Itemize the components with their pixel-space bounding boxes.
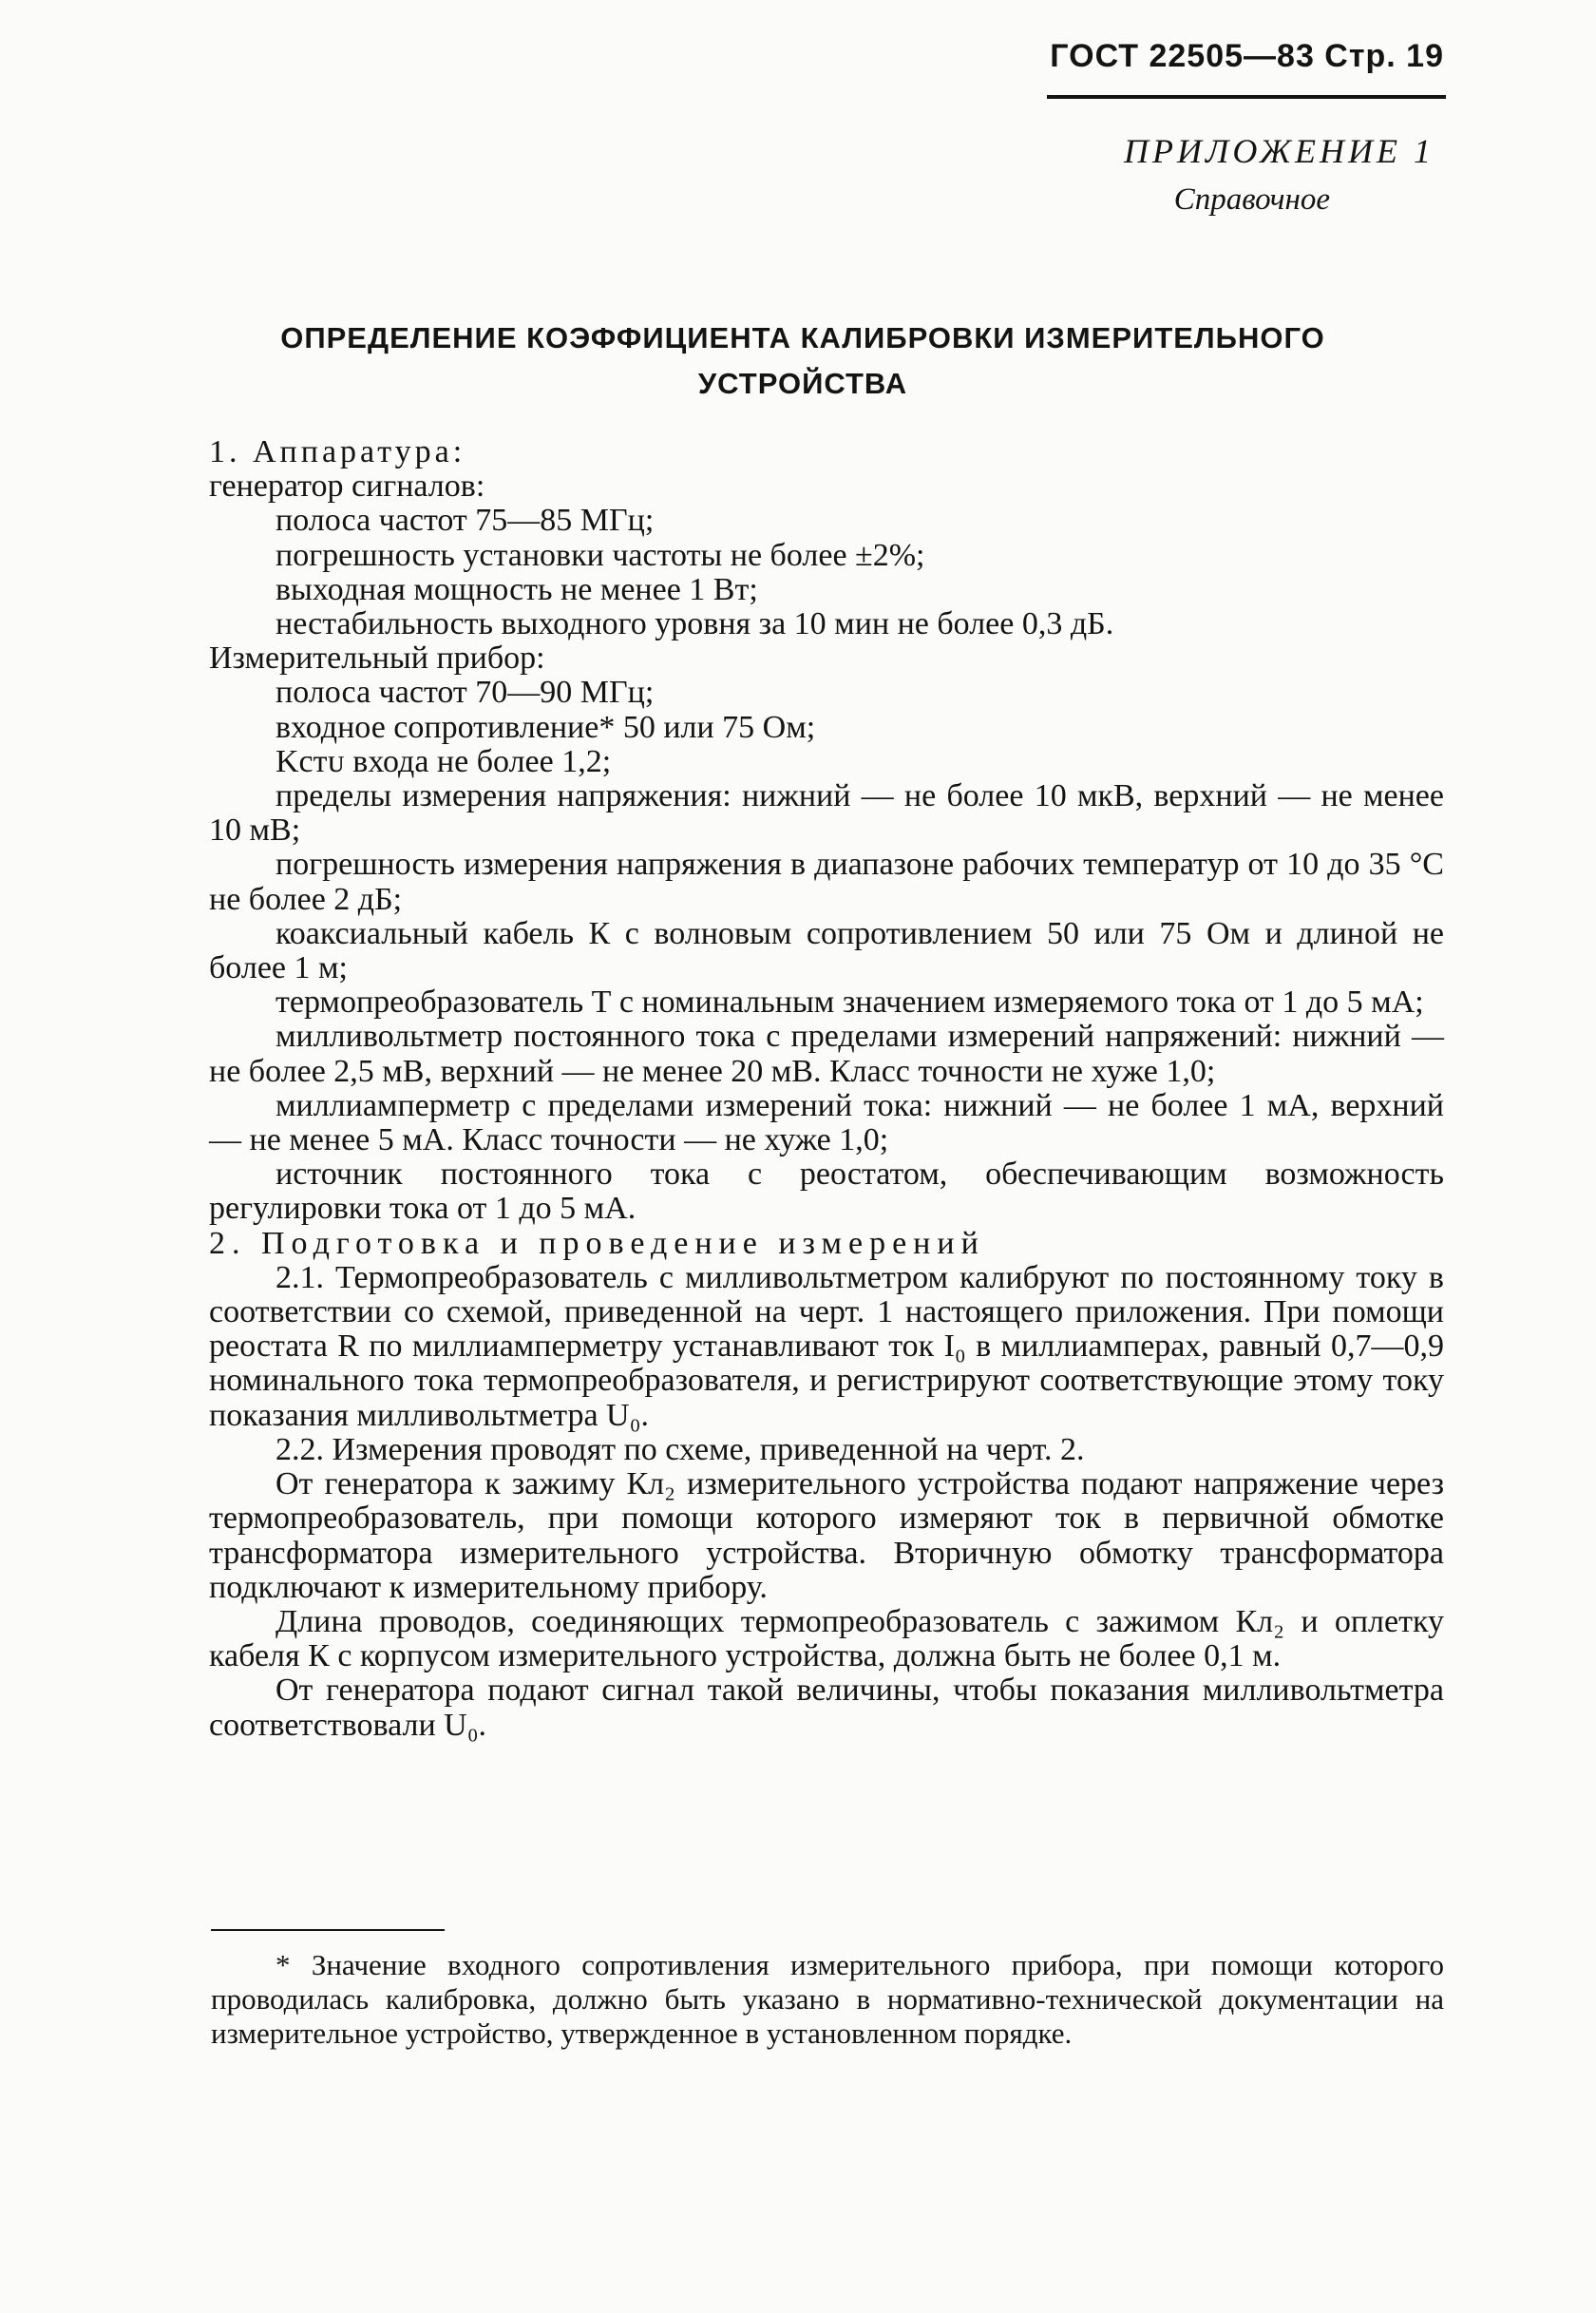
procedure-paragraph: 2.1. Термопреобразователь с милливольтметром калибруют по постоянному току в соответствии со схемой, приведенной на черт. 1 настоящего приложения. При помощи реостата R по миллиамперметру устанавливают ток I₀ в миллиамперах, равный 0,7—0,9 номинального тока термопреобразователя, и регистрируют соответствующие этому току показания милливольтметра U₀.	[209, 1259, 1444, 1433]
equipment-paragraph: источник постоянного тока с реостатом, обеспечивающим возможность регулировки тока от 1 до 5 мА.	[209, 1156, 1444, 1227]
appendix-label: ПРИЛОЖЕНИЕ 1	[1124, 132, 1434, 170]
procedure-paragraph: От генератора подают сигнал такой величины, чтобы показания милливольтметра соответствовали U₀.	[209, 1673, 1444, 1743]
generator-item: нестабильность выходного уровня за 10 мин не более 0,3 дБ.	[276, 606, 1114, 642]
generator-item: выходная мощность не менее 1 Вт;	[276, 571, 758, 607]
header-rule	[1047, 95, 1446, 99]
meter-item: входное сопротивление* 50 или 75 Ом;	[276, 709, 816, 745]
equipment-paragraph: погрешность измерения напряжения в диапазоне рабочих температур от 10 до 35 °С не более 2 дБ;	[209, 847, 1444, 917]
title-line-1: ОПРЕДЕЛЕНИЕ КОЭФФИЦИЕНТА КАЛИБРОВКИ ИЗМЕРИТЕЛЬНОГО	[280, 321, 1325, 354]
equipment-paragraph: коаксиальный кабель К с волновым сопротивлением 50 или 75 Ом и длиной не более 1 м;	[209, 915, 1444, 986]
footnote: * Значение входного сопротивления измерительного прибора, при помощи которого проводилась калибровка, должно быть указано в нормативно-технической документации на измерительное устройство, утвержденное в установленном порядке.	[211, 1948, 1444, 2050]
generator-label: генератор сигналов:	[209, 468, 485, 505]
generator-item: погрешность установки частоты не более ±2%;	[276, 537, 925, 573]
meter-item: Kстᴜ входа не более 1,2;	[276, 743, 612, 779]
equipment-paragraph: термопреобразователь Т с номинальным значением измеряемого тока от 1 до 5 мА;	[276, 984, 1424, 1021]
section-2-heading: 2. Подготовка и проведение измерений	[209, 1225, 985, 1261]
procedure-paragraph: 2.2. Измерения проводят по схеме, приведенной на черт. 2.	[276, 1431, 1085, 1467]
title-line-2: УСТРОЙСТВА	[697, 367, 908, 400]
document-title	[190, 315, 1416, 407]
meter-item: полоса частот 70—90 МГц;	[276, 675, 655, 711]
procedure-paragraph: Длина проводов, соединяющих термопреобразователь с зажимом Кл₂ и оплетку кабеля К с корпусом измерительного устройства, должна быть не более 0,1 м.	[209, 1603, 1444, 1674]
page-header: ГОСТ 22505—83 Стр. 19	[1050, 38, 1444, 74]
equipment-paragraph: милливольтметр постоянного тока с пределами измерений напряжений: нижний — не более 2,5 мВ, верхний — не менее 20 мВ. Класс точности не хуже 1,0;	[209, 1019, 1444, 1089]
generator-item: полоса частот 75—85 МГц;	[276, 503, 655, 539]
meter-label: Измерительный прибор:	[209, 640, 545, 677]
document-body	[209, 435, 1444, 1743]
equipment-paragraph: миллиамперметр с пределами измерений тока: нижний — не более 1 мА, верхний — не менее 5 мА. Класс точности — не хуже 1,0;	[209, 1087, 1444, 1158]
equipment-paragraph: пределы измерения напряжения: нижний — не более 10 мкВ, верхний — не менее 10 мВ;	[209, 778, 1444, 849]
appendix-sublabel: Справочное	[1173, 182, 1330, 217]
footnote-rule	[211, 1929, 445, 1931]
procedure-paragraph: От генератора к зажиму Кл₂ измерительного устройства подают напряжение через термопреобразователь, при помощи которого измеряют ток в первичной обмотке трансформатора измерительного устройства. Вторичную обмотку трансформатора подключают к измерительному прибору.	[209, 1466, 1444, 1605]
section-1-heading: 1. Аппаратура:	[209, 434, 466, 469]
